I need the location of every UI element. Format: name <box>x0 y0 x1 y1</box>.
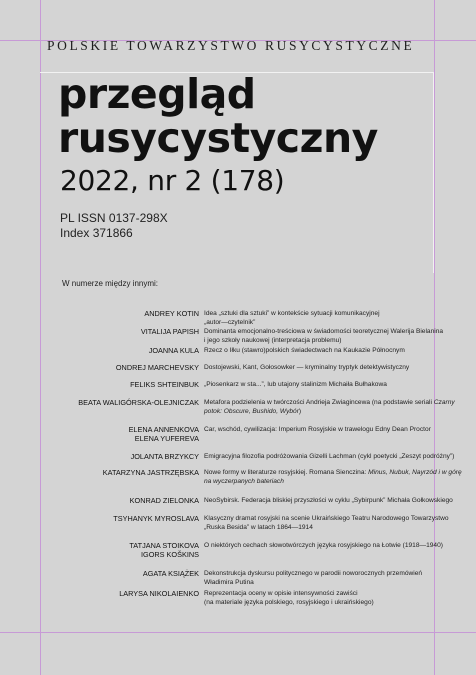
toc-author: ELENA ANNENKOVA <box>128 425 199 434</box>
toc-article-title <box>204 346 436 355</box>
toc-article-title <box>204 496 453 505</box>
toc-title-line: „autor—czytelnik” <box>204 319 256 326</box>
toc-authors <box>78 398 199 407</box>
toc-author: KATARZYNA JASTRZĘBSKA <box>102 468 199 477</box>
toc-author: FELIKS SHTEINBUK <box>130 380 199 389</box>
toc-article-title <box>204 327 444 345</box>
toc-authors <box>143 569 199 578</box>
toc-article-title <box>204 452 455 461</box>
issue-number: 2022, nr 2 (178) <box>60 164 285 197</box>
toc-article-title <box>204 380 436 389</box>
issn-number: PL ISSN 0137-298X <box>60 211 168 225</box>
toc-article-title <box>204 309 436 327</box>
toc-author: LARYSA NIKOLAIENKO <box>119 589 199 598</box>
toc-title-line: Dekonstrukcja dyskursu politycznego w parodii noworocznych przemówień <box>204 570 423 577</box>
toc-authors <box>116 363 199 372</box>
toc-article-title <box>204 468 462 486</box>
toc-author: ONDREJ MARCHEVSKY <box>115 363 199 372</box>
toc-authors <box>129 425 199 443</box>
toc-title-line: „Piosenkarz w sta...”, lub utajony stalinizm Michaiła Bułhakowa <box>204 381 387 388</box>
toc-title-line: Metafora podzielenia w twórczości Andrieja Zwiagincewa (na podstawie seriali Czarny <box>204 399 455 406</box>
toc-author: ANDREY KOTIN <box>144 309 199 318</box>
toc-title-line: Dominanta emocjonalno-treściowa w świadomości teoretycznej Walerija Bielanina <box>204 328 444 335</box>
toc-authors <box>103 468 199 477</box>
toc-authors <box>129 541 199 559</box>
toc-article-title <box>204 514 449 532</box>
toc-author: BEATA WALIGÓRSKA-OLEJNICZAK <box>78 398 199 407</box>
toc-title-line: Reprezentacja oceny w opisie intensywności zawiści <box>204 590 358 597</box>
toc-title-line: potok: Obscure, Bushido, Wybór) <box>204 408 302 415</box>
toc-author: IGORS KOŠKINS <box>141 550 199 559</box>
toc-title-line: O niektórych cechach słowotwórczych języka rosyjskiego na Łotwie (1918—1940) <box>204 542 443 549</box>
toc-title-line: Dostojewski, Kant, Gołosowker — kryminalny tryptyk detektywistyczny <box>204 364 410 371</box>
toc-article-title <box>204 398 455 416</box>
toc-author: JOANNA KULA <box>148 346 199 355</box>
toc-title-line: Władimira Putina <box>204 579 254 586</box>
toc-author: TSYHANYK MYROSLAVA <box>113 514 199 523</box>
toc-title-line: (na materiale języka polskiego, rosyjskiego i ukraińskiego) <box>204 599 374 606</box>
toc-author: AGATA KSIĄŻEK <box>142 569 199 578</box>
toc-title-line: Rzecz o Iłku (stawro)polskich świadectwach na Kaukazie Północnym <box>204 347 405 354</box>
publisher-name: POLSKIE TOWARZYSTWO RUSYCYSTYCZNE <box>47 38 415 53</box>
toc-authors <box>131 452 199 461</box>
toc-authors <box>149 346 199 355</box>
toc-author: VITALIJA PAPISH <box>140 327 199 336</box>
toc-title-line: Klasyczny dramat rosyjski na scenie Ukraińskiego Teatru Narodowego Towarzystwo <box>204 515 449 522</box>
toc-title-line: na wyczerpanych bateriach <box>204 478 284 485</box>
toc-authors <box>113 514 199 523</box>
toc-author: ELENA YUFEREVA <box>134 434 199 443</box>
journal-title-line1: przegląd <box>58 70 256 118</box>
journal-title-line2: rusycystyczny <box>58 114 378 162</box>
toc-authors <box>144 309 199 318</box>
contents-intro: W numerze między innymi: <box>62 279 159 288</box>
toc-article-title <box>204 569 436 587</box>
toc-title-line: Nowe formy w literaturze rosyjskiej. Romana Sienczina: Minus, Nubuk, Nayrzód i w górę <box>204 469 462 476</box>
toc-title-line: i jego szkoły naukowej (interpretacja problemu) <box>204 337 342 344</box>
toc-author: KONRAD ZIELONKA <box>129 496 199 505</box>
toc-title-line: Emigracyjna filozofia podróżowania Gizelli Lachman (cykl poetycki „Zeszyt podróżny”) <box>204 453 455 460</box>
toc-article-title <box>204 425 436 434</box>
toc-authors <box>130 380 199 389</box>
toc-authors <box>130 496 199 505</box>
toc-title-line: NeoSybirsk. Federacja bliskiej przyszłości w cyklu „Sybirpunk” Michała Gołkowskiego <box>204 497 453 504</box>
toc-article-title <box>204 363 436 372</box>
toc-article-title <box>204 589 436 607</box>
toc-authors <box>141 327 199 336</box>
toc-title-line: Car, wschód, cywilizacja: Imperium Rosyjskie w trawelogu Edny Dean Proctor <box>204 426 431 433</box>
toc-authors <box>119 589 199 598</box>
toc-author: TATJANA STOIKOVA <box>129 541 199 550</box>
toc-title-line: Idea „sztuki dla sztuki” w kontekście sytuacji komunikacyjnej <box>204 310 380 317</box>
toc-article-title <box>204 541 443 550</box>
toc-author: JOLANTA BRZYKCY <box>130 452 199 461</box>
index-number: Index 371866 <box>60 226 133 240</box>
toc-title-line: „Ruska Besida” w latach 1864—1914 <box>204 524 313 531</box>
